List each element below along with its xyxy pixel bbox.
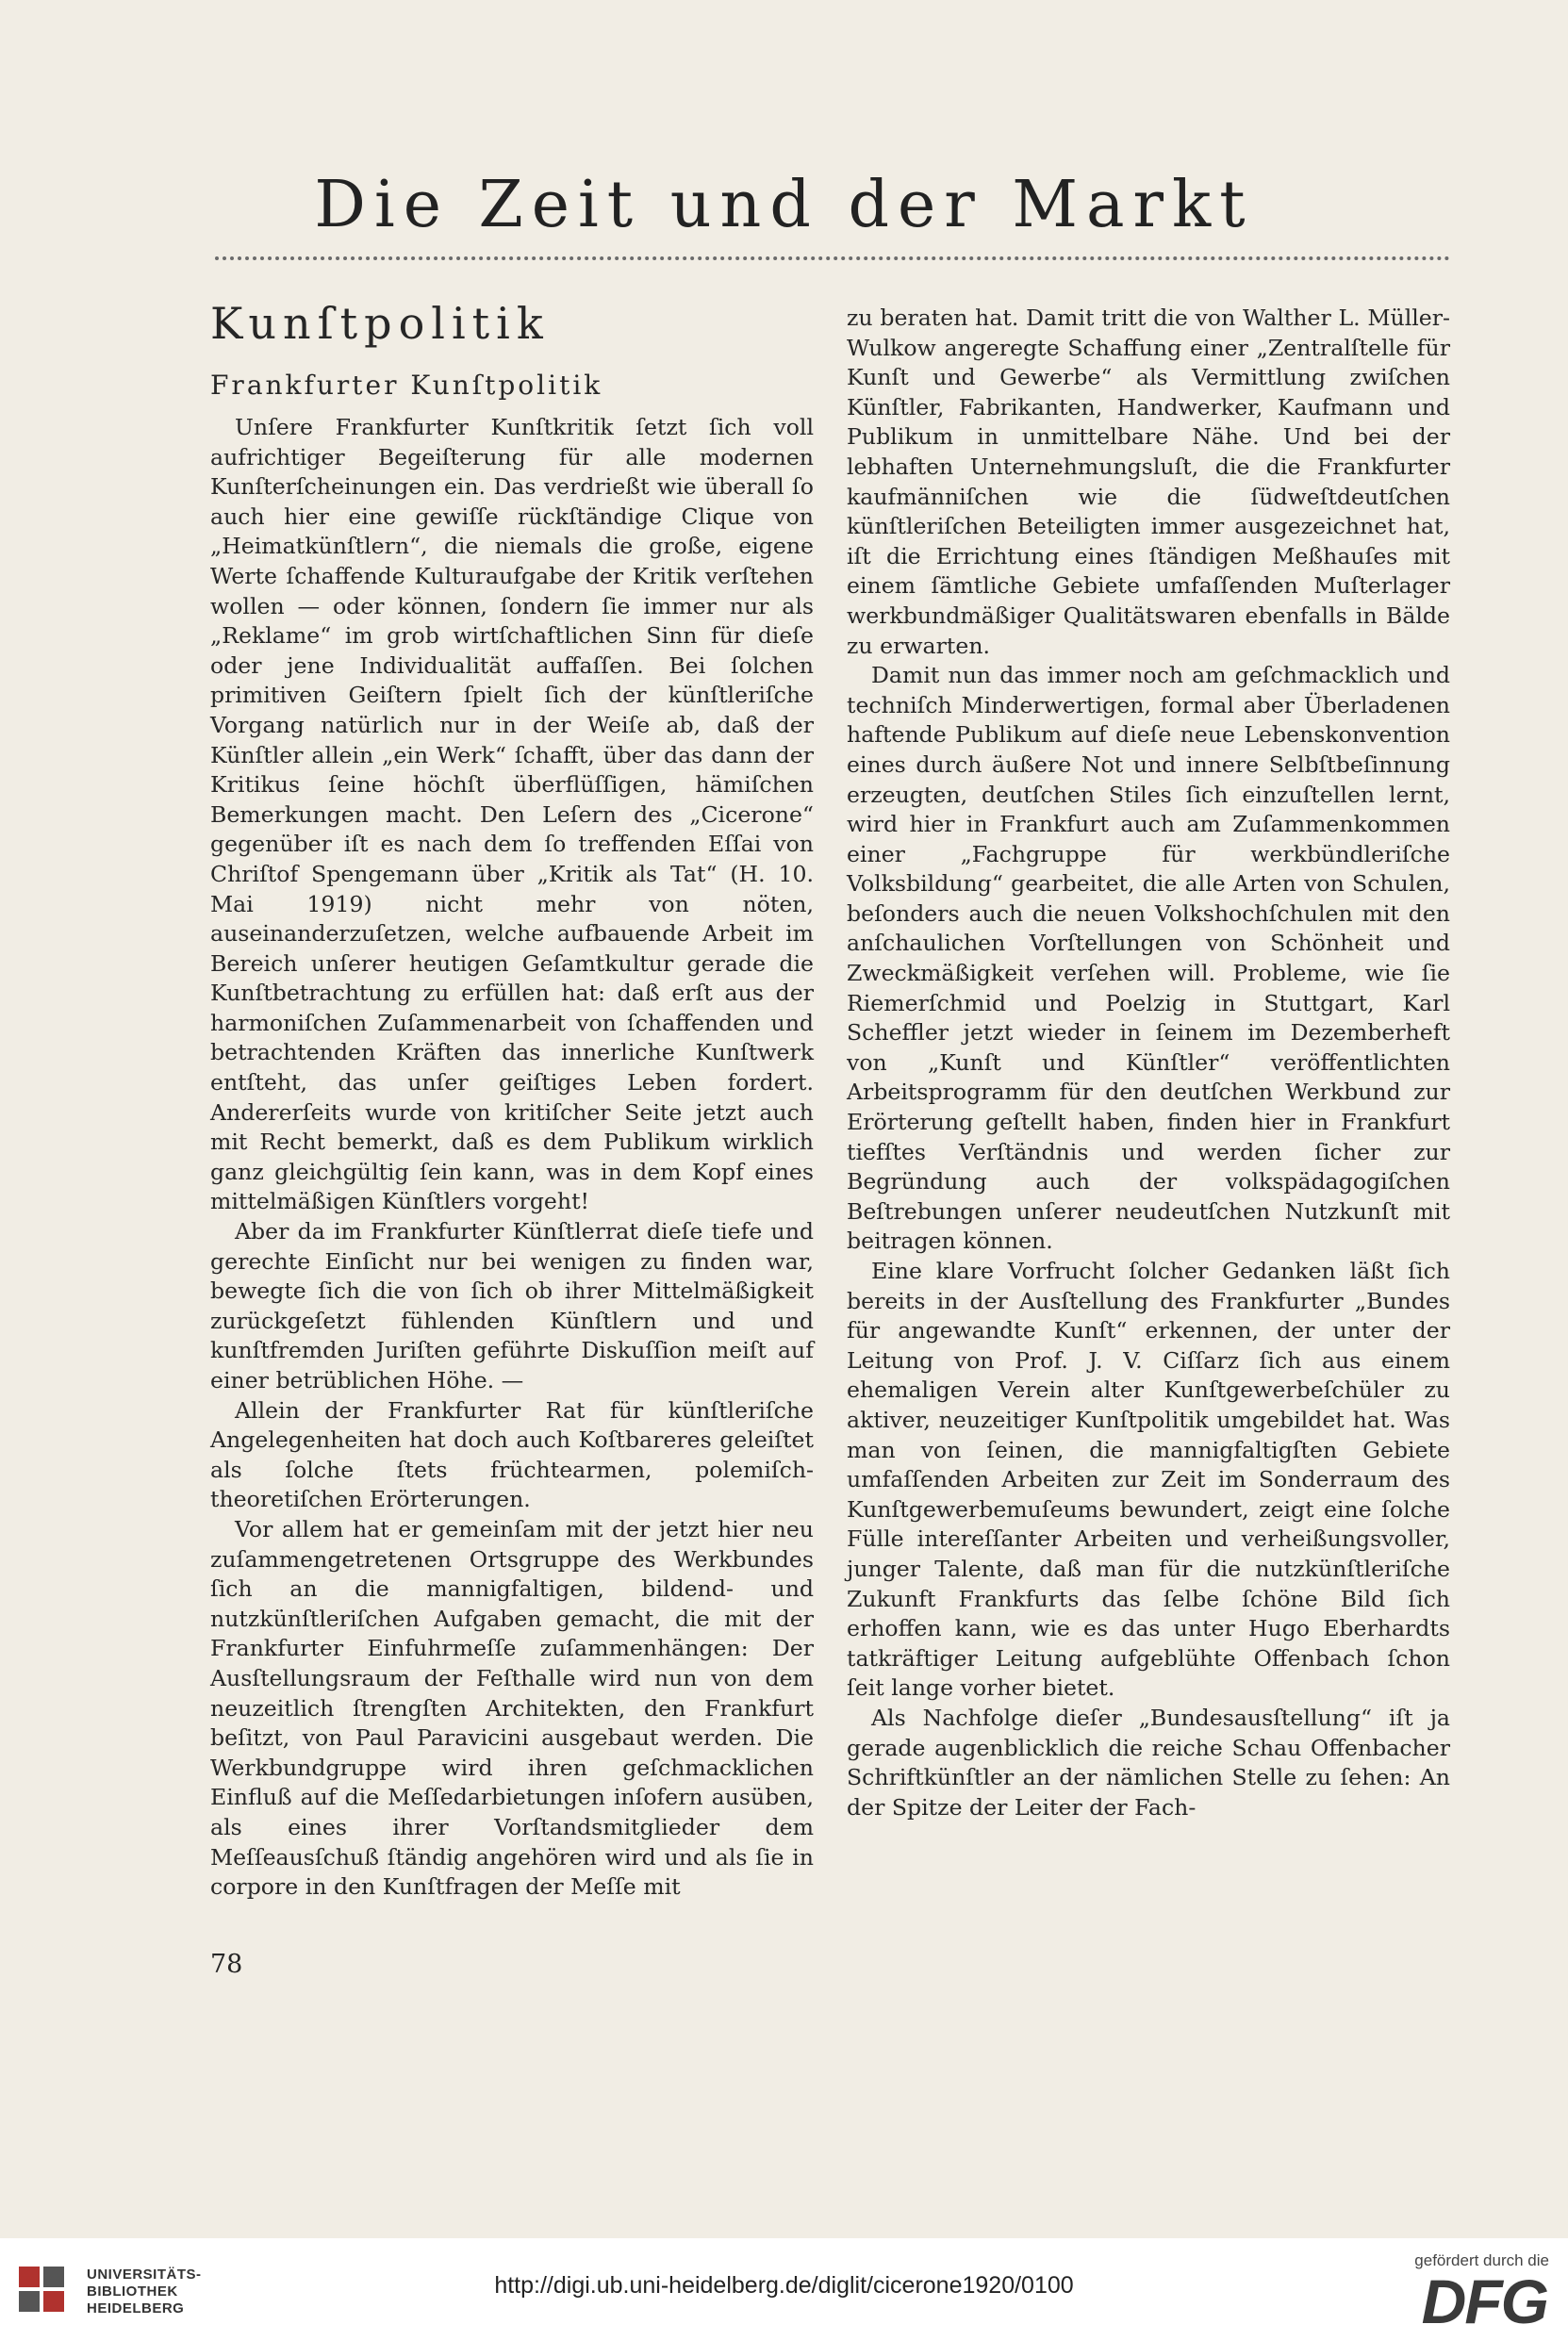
left-paragraph-1: Unſere Frankfurter Kunſtkritik ſetzt ſich voll aufrichtiger Begeiſterung für alle modernen Kunſterſcheinungen ein. Das verdrießt wie überall ſo auch hier eine gewiſſe rückſtändige Clique von „Heimatkünſtlern“, die niemals die große, eigene Werte ſchaffende Kulturaufgabe der Kritik verſtehen wollen — oder können, ſondern ſie immer nur als „Reklame“ im grob wirtſchaftlichen Sinn für dieſe oder jene Individualität auffaſſen. Bei ſolchen primitiven Geiſtern ſpielt ſich der künſtleriſche Vorgang natürlich nur in der Weiſe ab, daß der Künſtler allein „ein Werk“ ſchafft, über das dann der Kritikus ſeine höchſt überflüſſigen, hämiſchen Bemerkungen macht. Den Leſern des „Cicerone“ gegenüber iſt es nach dem ſo treffenden Eſſai von Chriſtof Spengemann über „Kritik als Tat“ (H. 10. Mai 1919) nicht mehr von nöten, auseinanderzuſetzen, welche aufbauende Arbeit im Bereich unſerer heutigen Geſamtkultur gerade die Kunſtbetrachtung zu erfüllen hat: daß erſt aus der harmoniſchen Zuſammenarbeit von ſchaffenden und betrachtenden Kräften das innerliche Kunſtwerk entſteht, das unſer geiſtiges Leben fordert. Andererſeits wurde von kritiſcher Seite jetzt auch mit Recht bemerkt, daß es dem Publikum wirklich ganz gleichgültig ſein kann, was in dem Kopf eines mittelmäßigen Künſtlers vorgeht! <box>210 414 814 1215</box>
library-name-line: BIBLIOTHEK <box>87 2283 178 2300</box>
left-paragraph-2: Aber da im Frankfurter Künſtlerrat dieſe tiefe und gerechte Einſicht nur bei wenigen zu finden war, bewegte ſich die von ſich ob ihrer Mittelmäßigkeit zurückgeſetzt fühlenden Künſtlern und und kunſtfremden Juriſten geführte Diskuſſion meiſt auf einer betrüblichen Höhe. — <box>210 1218 814 1393</box>
left-column <box>210 413 814 1903</box>
dfg-logo: DFG <box>1421 2267 1547 2336</box>
library-name-line: UNIVERSITÄTS- <box>87 2267 202 2283</box>
permalink-url[interactable]: http://digi.ub.uni-heidelberg.de/diglit/cicerone1920/0100 <box>494 2272 1074 2299</box>
title-rule <box>215 256 1450 260</box>
page-title: Die Zeit und der Markt <box>314 168 1254 242</box>
right-paragraph-4: Als Nachfolge dieſer „Bundesausſtellung“ iſt ja gerade augenblicklich die reiche Schau Offenbacher Schriftkünſtler an der nämlichen Stelle zu ſehen: An der Spitze der Leiter der Fach- <box>847 1704 1450 1821</box>
sponsor-caption: gefördert durch die <box>1414 2251 1549 2269</box>
right-paragraph-3: Eine klare Vorfrucht ſolcher Gedanken läßt ſich bereits in der Ausſtellung des Frankfurter „Bundes für angewandte Kunſt“ erkennen, der unter der Leitung von Prof. J. V. Ciſſarz ſich aus einem ehemaligen Verein alter Kunſtgewerbeſchüler zu aktiver, neuzeitiger Kunſtpolitik umgebildet hat. Was man von ſeinen, die mannigfaltigſten Gebiete umfaſſenden Arbeiten zur Zeit im Sonderraum des Kunſtgewerbemuſeums bewundert, zeigt eine ſolche Fülle intereſſanter Arbeiten und verheißungsvoller, junger Talente, daß man für die nutzkünſtleriſche Zukunft Frankfurts das ſelbe ſchöne Bild ſich erhoffen kann, wie es das unter Hugo Eberhardts tatkräftiger Leitung aufgeblühte Offenbach ſchon ſeit lange vorher bietet. <box>847 1258 1450 1702</box>
right-column <box>847 304 1450 1822</box>
left-paragraph-3: Allein der Frankfurter Rat für künſtleriſche Angelegenheiten hat doch auch Koſtbareres geleiſtet als ſolche ſtets früchtearmen, polemiſch-theoretiſchen Erörterungen. <box>210 1396 814 1513</box>
footer-bar <box>0 2238 1568 2341</box>
right-paragraph-2: Damit nun das immer noch am geſchmacklich und techniſch Minderwertigen, formal aber Überladenen haftende Publikum auf dieſe neue Lebenskonvention eines durch äußere Not und innere Selbſtbeſinnung erzeugten, deutſchen Stiles ſich einzuſtellen lernt, wird hier in Frankfurt auch am Zuſammenkommen einer „Fachgruppe für werkbündleriſche Volksbildung“ gearbeitet, die alle Arten von Schulen, beſonders auch die neuen Volkshochſchulen mit den anſchaulichen Vorſtellungen von Schönheit und Zweckmäßigkeit verſehen will. Probleme, wie ſie Riemerſchmid und Poelzig in Stuttgart, Karl Scheffler jetzt wieder in ſeinem im Dezemberheft von „Kunſt und Künſtler“ veröffentlichten Arbeitsprogramm für den deutſchen Werkbund zur Erörterung geſtellt haben, finden hier in Frankfurt tiefſtes Verſtändnis und werden ſicher zur Begründung auch der volkspädagogiſchen Beſtrebungen unſerer neudeutſchen Nutzkunſt mit beitragen können. <box>847 662 1450 1255</box>
article-subtitle: Frankfurter Kunſtpolitik <box>210 370 603 401</box>
left-paragraph-4: Vor allem hat er gemeinſam mit der jetzt hier neu zuſammengetretenen Ortsgruppe des Werkbundes ſich an die mannigfaltigen, bildend- und nutzkünſtleriſchen Aufgaben gemacht, die mit der Frankfurter Einfuhrmeſſe zuſammenhängen: Der Ausſtellungsraum der Feſthalle wird nun von dem neuzeitlich ſtrengſten Architekten, den Frankfurt beſitzt, von Paul Paravicini ausgebaut werden. Die Werkbundgruppe wird ihren geſchmacklichen Einfluß auf die Meſſedarbietungen inſofern ausüben, als eines ihrer Vorſtandsmitglieder dem Meſſeausſchuß ſtändig angehören wird und als ſie in corpore in den Kunſtfragen der Meſſe mit <box>210 1515 814 1901</box>
section-title: Kunſtpolitik <box>210 298 550 349</box>
page-number: 78 <box>210 1950 243 1979</box>
right-paragraph-1: zu beraten hat. Damit tritt die von Walther L. Müller-Wulkow angeregte Schaffung einer „Zentralſtelle für Kunſt und Gewerbe“ als Vermittlung zwiſchen Künſtler, Fabrikanten, Handwerker, Kaufmann und Publikum in unmittelbare Nähe. Und bei der lebhaften Unternehmungsluſt, die die Frankfurter kaufmänniſchen wie die ſüdweſtdeutſchen künſtleriſchen Beteiligten immer ausgezeichnet hat, iſt die Errichtung eines ſtändigen Meßhauſes mit einem ſämtliche Gebiete umfaſſenden Muſterlager werkbundmäßiger Qualitätswaren ebenfalls in Bälde zu erwarten. <box>847 305 1450 659</box>
library-name-line: HEIDELBERG <box>87 2300 185 2316</box>
